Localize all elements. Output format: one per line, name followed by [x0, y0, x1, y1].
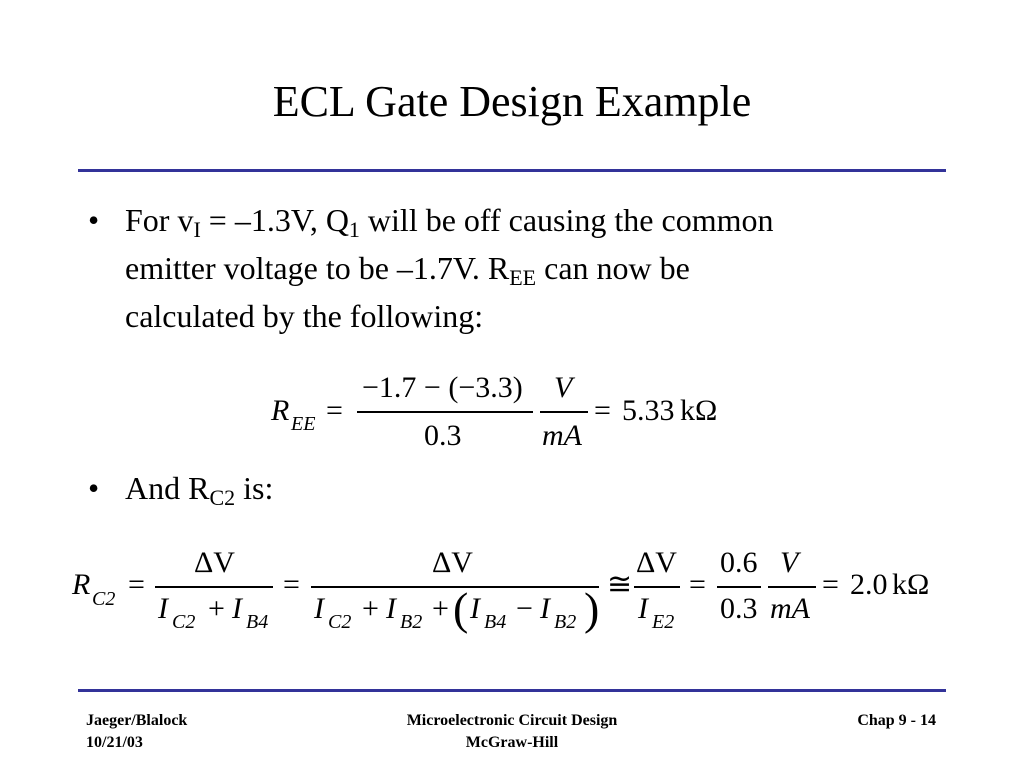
eq2-f1-den-b-sub: B4: [246, 611, 269, 633]
eq2-lhs: R: [72, 568, 91, 601]
eq2-f4-numerator: 0.6: [720, 546, 758, 579]
eq1-equals-2: =: [594, 394, 611, 427]
eq2-unit-numerator: V: [780, 546, 799, 579]
eq1-unit-denominator: mA: [542, 419, 582, 452]
eq2-result-unit: kΩ: [892, 568, 930, 601]
footer-book-title: Microelectronic Circuit Design: [406, 712, 618, 729]
eq2-f4-bar: [717, 586, 761, 588]
eq2-equals-2: =: [283, 568, 300, 601]
eq2-f1-den-a-sub: C2: [172, 611, 196, 633]
footer-divider: [78, 689, 946, 692]
eq2-right-paren: ): [584, 583, 600, 634]
text-run: calculated by the following:: [125, 298, 484, 334]
eq2-f3-numerator: ΔV: [636, 546, 677, 579]
footer-left: [86, 710, 187, 754]
text-run: can now be: [536, 250, 690, 286]
subscript: 1: [348, 217, 360, 242]
text-run: And R: [125, 470, 210, 506]
eq2-f2-den-b: I: [386, 592, 396, 625]
footer-publisher: McGraw-Hill: [465, 734, 559, 751]
eq1-denominator: 0.3: [424, 419, 462, 452]
footer-chapter-page: Chap 9 - 14: [857, 712, 936, 729]
eq1-result: 5.33: [622, 394, 675, 427]
footer-center: [312, 710, 712, 754]
eq2-equals-1: =: [128, 568, 145, 601]
slide-title: ECL Gate Design Example: [272, 77, 752, 126]
eq2-f2-den-c-sub: B4: [484, 611, 507, 633]
eq2-f2-den-a: I: [314, 592, 324, 625]
bullet-marker: •: [88, 202, 100, 238]
eq1-lhs: R: [271, 394, 290, 427]
eq2-unit-denominator: mA: [770, 592, 810, 625]
text-run: For v: [125, 202, 194, 238]
eq1-lhs-sub: EE: [291, 413, 316, 435]
eq2-f2-den-c: I: [470, 592, 480, 625]
eq2-f2-den-d: I: [540, 592, 550, 625]
eq2-f3-den-a: I: [638, 592, 648, 625]
eq2-f1-numerator: ΔV: [194, 546, 235, 579]
eq2-f3-bar: [634, 586, 680, 588]
subscript: C2: [209, 485, 236, 510]
subscript: I: [193, 217, 201, 242]
eq2-equals-4: =: [822, 568, 839, 601]
footer-date: 10/21/03: [86, 734, 143, 751]
eq2-f4-denominator: 0.3: [720, 592, 758, 625]
text-run: will be off causing the common: [359, 202, 774, 238]
eq2-approx: ≅: [607, 568, 633, 601]
eq2-equals-3: =: [689, 568, 706, 601]
footer-authors: Jaeger/Blalock: [86, 712, 188, 729]
eq2-left-paren: (: [453, 583, 469, 634]
bullet-marker: •: [88, 470, 100, 506]
eq2-lhs-sub: C2: [92, 588, 116, 610]
text-run: = –1.3V, Q: [200, 202, 349, 238]
eq1-equals: =: [326, 394, 343, 427]
eq2-unit-bar: [768, 586, 816, 588]
eq2-result: 2.0: [850, 568, 888, 601]
eq2-f2-den-op2: +: [432, 592, 449, 625]
eq2-f2-den-a-sub: C2: [328, 611, 352, 633]
eq2-f2-numerator: ΔV: [432, 546, 473, 579]
eq2-f3-den-a-sub: E2: [652, 611, 675, 633]
eq2-f1-den-a: I: [158, 592, 168, 625]
eq2-f1-den-b: I: [232, 592, 242, 625]
eq1-result-unit: kΩ: [680, 394, 718, 427]
eq2-f2-den-b-sub: B2: [400, 611, 423, 633]
eq2-f2-den-op3: −: [516, 592, 533, 625]
eq2-f2-den-d-sub: B2: [554, 611, 577, 633]
eq1-numerator: −1.7 − (−3.3): [362, 371, 523, 404]
eq2-f2-den-op1: +: [362, 592, 379, 625]
eq2-f1-bar: [155, 586, 273, 588]
text-run: emitter voltage to be –1.7V. R: [125, 250, 510, 286]
text-run: is:: [235, 470, 274, 506]
eq2-f1-den-op: +: [208, 592, 225, 625]
eq1-unit-numerator: V: [554, 371, 573, 404]
subscript: EE: [509, 265, 537, 290]
